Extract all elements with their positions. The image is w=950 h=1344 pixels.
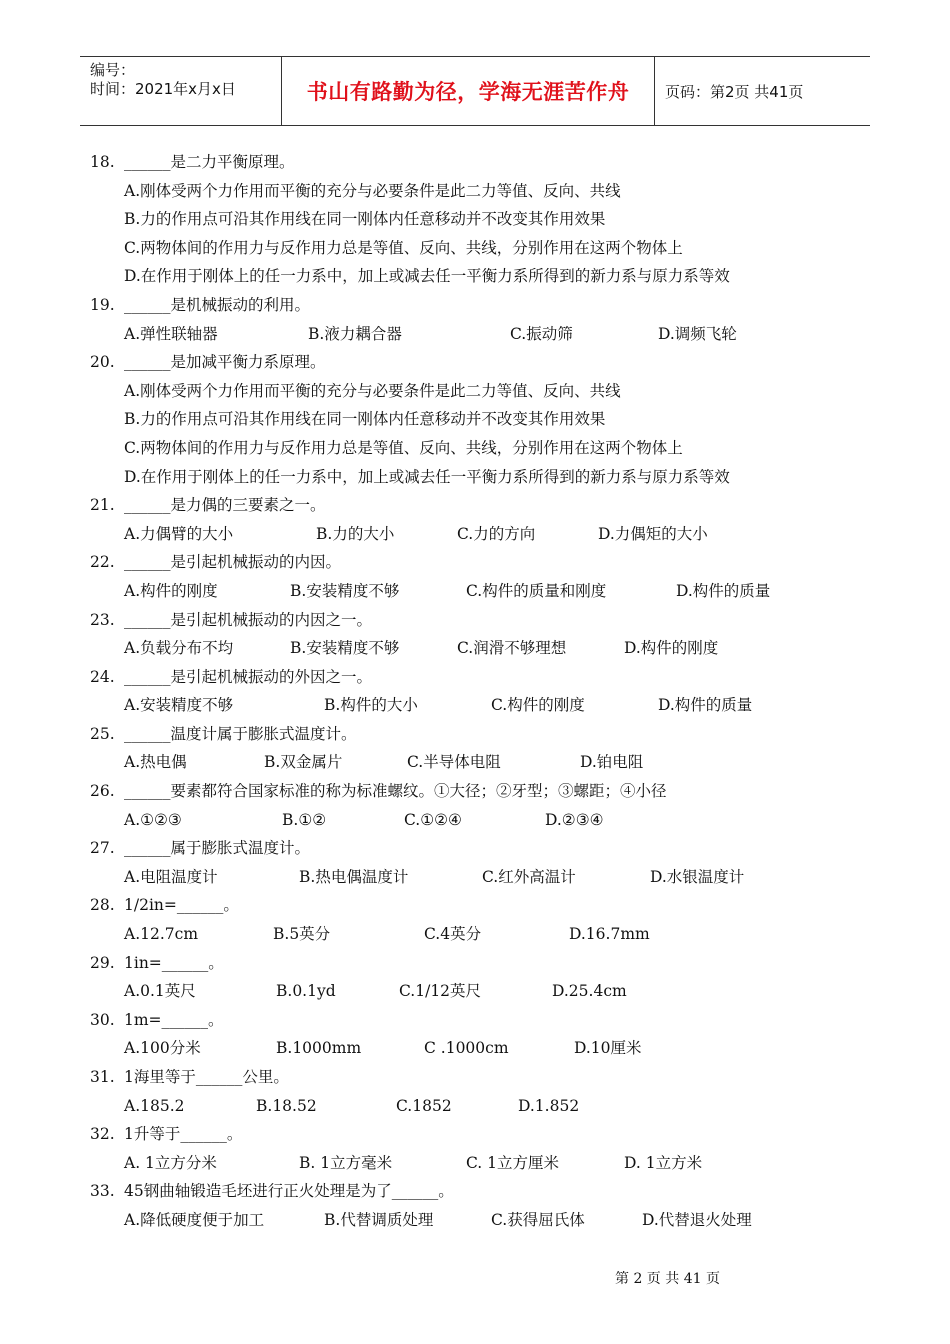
answer-options-row xyxy=(90,577,870,606)
question-stem xyxy=(90,663,870,692)
answer-option: D.在作用于刚体上的任一力系中，加上或减去任一平衡力系所得到的新力系与原力系等效 xyxy=(124,467,730,486)
answer-option: C.振动筛 xyxy=(510,324,573,343)
answer-option: C.1852 xyxy=(396,1096,452,1115)
answer-option: D.代替退火处理 xyxy=(642,1210,752,1229)
answer-option: A.①②③ xyxy=(124,810,182,829)
answer-option: D.构件的质量 xyxy=(676,581,771,600)
question-stem xyxy=(90,148,870,177)
question-stem xyxy=(90,1177,870,1206)
answer-options-row xyxy=(90,1034,870,1063)
answer-option: A.电阻温度计 xyxy=(124,867,218,886)
question-number: 22. xyxy=(90,553,115,572)
answer-option: B.代替调质处理 xyxy=(324,1210,434,1229)
answer-option: D.25.4cm xyxy=(552,982,627,1001)
question-number: 19. xyxy=(90,295,115,314)
question-text: ______温度计属于膨胀式温度计。 xyxy=(124,724,357,743)
question-text: 1升等于______。 xyxy=(124,1125,243,1144)
header-date: 时间：2021年x月x日 xyxy=(90,80,236,98)
answer-option: B.力的作用点可沿其作用线在同一刚体内任意移动并不改变其作用效果 xyxy=(124,410,606,429)
answer-option: B.双金属片 xyxy=(264,753,343,772)
answer-option: A.0.1英尺 xyxy=(124,982,196,1001)
page-header xyxy=(80,56,870,126)
answer-options-row xyxy=(90,1206,870,1235)
question-text: 1海里等于______公里。 xyxy=(124,1068,289,1086)
question-number: 29. xyxy=(90,953,115,972)
question-list xyxy=(90,148,870,1235)
question-stem xyxy=(90,777,870,806)
header-motto: 书山有路勤为径，学海无涯苦作舟 xyxy=(282,57,655,125)
answer-option: A.185.2 xyxy=(124,1096,185,1115)
answer-options-row xyxy=(90,691,870,720)
answer-option: C.力的方向 xyxy=(457,524,536,543)
answer-option: C.构件的刚度 xyxy=(491,696,585,715)
answer-option: C.获得屈氏体 xyxy=(491,1210,585,1229)
answer-option: A.构件的刚度 xyxy=(124,581,218,600)
answer-options-row xyxy=(90,920,870,949)
answer-option: B.①② xyxy=(282,810,327,829)
answer-option: A.热电偶 xyxy=(124,753,187,772)
answer-option: C.4英分 xyxy=(424,925,482,944)
answer-option: A.负载分布不均 xyxy=(124,639,234,658)
answer-option: B.安装精度不够 xyxy=(290,639,400,658)
question-stem xyxy=(90,606,870,635)
answer-option: D.10厘米 xyxy=(574,1039,642,1058)
answer-option: D.1.852 xyxy=(518,1096,580,1115)
answer-option: A.弹性联轴器 xyxy=(124,324,218,343)
answer-option: C.红外高温计 xyxy=(482,867,576,886)
answer-options-row xyxy=(90,863,870,892)
answer-option: D.水银温度计 xyxy=(650,867,745,886)
answer-option: B.5英分 xyxy=(273,925,331,944)
question-number: 24. xyxy=(90,667,115,686)
answer-option: B.0.1yd xyxy=(276,982,336,1001)
answer-option: D.在作用于刚体上的任一力系中，加上或减去任一平衡力系所得到的新力系与原力系等效 xyxy=(124,267,730,286)
question-text: ______属于膨胀式温度计。 xyxy=(124,839,311,858)
answer-options-row xyxy=(90,1149,870,1178)
answer-option: B.液力耦合器 xyxy=(308,324,402,343)
answer-options-row xyxy=(90,320,870,349)
question-text: ______是机械振动的利用。 xyxy=(124,295,311,314)
page-footer: 第 2 页 共 41 页 xyxy=(615,1271,720,1287)
answer-option: C.两物体间的作用力与反作用力总是等值、反向、共线，分别作用在这两个物体上 xyxy=(124,438,683,457)
answer-option: D.构件的质量 xyxy=(658,696,753,715)
answer-option: A. 1立方分米 xyxy=(124,1153,217,1172)
answer-option: A.安装精度不够 xyxy=(124,696,234,715)
answer-option: A.刚体受两个力作用而平衡的充分与必要条件是此二力等值、反向、共线 xyxy=(124,381,621,400)
answer-options-row xyxy=(90,1092,870,1121)
question-stem xyxy=(90,548,870,577)
answer-option: B.1000mm xyxy=(276,1039,362,1058)
header-meta xyxy=(80,57,282,125)
answer-options-row xyxy=(90,806,870,835)
answer-option: B.热电偶温度计 xyxy=(299,867,409,886)
answer-option: A.12.7cm xyxy=(124,925,199,944)
answer-option: C.1/12英尺 xyxy=(399,982,482,1001)
question-number: 28. xyxy=(90,896,115,915)
answer-option: D.力偶矩的大小 xyxy=(598,524,708,543)
answer-options-row xyxy=(90,520,870,549)
answer-option: B.力的作用点可沿其作用线在同一刚体内任意移动并不改变其作用效果 xyxy=(124,210,606,229)
question-text: 45钢曲轴锻造毛坯进行正火处理是为了______。 xyxy=(124,1182,454,1201)
answer-options-row xyxy=(90,977,870,1006)
question-stem xyxy=(90,291,870,320)
question-number: 27. xyxy=(90,839,115,858)
answer-option: B.安装精度不够 xyxy=(290,581,400,600)
question-text: ______是加减平衡力系原理。 xyxy=(124,353,326,372)
answer-option: D.构件的刚度 xyxy=(624,639,719,658)
question-number: 18. xyxy=(90,153,115,171)
answer-option: A.降低硬度便于加工 xyxy=(124,1210,265,1229)
answer-option: B.18.52 xyxy=(256,1096,317,1115)
answer-option: C.两物体间的作用力与反作用力总是等值、反向、共线，分别作用在这两个物体上 xyxy=(124,238,683,257)
question-text: ______是引起机械振动的内因之一。 xyxy=(124,610,373,629)
answer-option: D. 1立方米 xyxy=(624,1153,703,1172)
question-number: 31. xyxy=(90,1068,115,1086)
question-text: ______是力偶的三要素之一。 xyxy=(124,496,326,515)
answer-option: C.①②④ xyxy=(404,810,462,829)
answer-option: D.调频飞轮 xyxy=(658,324,737,343)
answer-option: D.铂电阻 xyxy=(580,753,644,772)
answer-option: C .1000cm xyxy=(424,1039,509,1058)
question-stem xyxy=(90,891,870,920)
answer-option: A.刚体受两个力作用而平衡的充分与必要条件是此二力等值、反向、共线 xyxy=(124,181,621,200)
question-number: 20. xyxy=(90,353,115,372)
question-number: 25. xyxy=(90,724,115,743)
question-text: ______要素都符合国家标准的称为标准螺纹。①大径；②牙型；③螺距；④小径 xyxy=(124,782,667,801)
question-text: 1/2in=______。 xyxy=(124,896,239,915)
answer-option: B.力的大小 xyxy=(316,524,395,543)
question-text: 1in=______。 xyxy=(124,953,224,972)
question-stem xyxy=(90,949,870,978)
answer-option: D.②③④ xyxy=(545,810,604,829)
answer-option: B. 1立方毫米 xyxy=(299,1153,393,1172)
question-number: 32. xyxy=(90,1125,115,1144)
answer-option: C.构件的质量和刚度 xyxy=(466,581,607,600)
answer-option: C. 1立方厘米 xyxy=(466,1153,560,1172)
answer-option: A.力偶臂的大小 xyxy=(124,524,234,543)
question-stem xyxy=(90,1063,870,1092)
question-text: 1m=______。 xyxy=(124,1010,224,1029)
question-number: 33. xyxy=(90,1182,115,1201)
question-stem xyxy=(90,720,870,749)
answer-options-row xyxy=(90,634,870,663)
question-text: ______是引起机械振动的内因。 xyxy=(124,553,342,572)
answer-option: C.半导体电阻 xyxy=(407,753,501,772)
question-stem xyxy=(90,1006,870,1035)
question-stem xyxy=(90,1120,870,1149)
answer-option: A.100分米 xyxy=(124,1039,201,1058)
answer-options-row xyxy=(90,748,870,777)
answer-option: C.润滑不够理想 xyxy=(457,639,567,658)
header-serial-label: 编号： xyxy=(90,61,136,79)
answer-option: B.构件的大小 xyxy=(324,696,418,715)
question-stem xyxy=(90,348,870,377)
answer-option: D.16.7mm xyxy=(569,925,650,944)
question-stem xyxy=(90,491,870,520)
question-number: 26. xyxy=(90,782,115,801)
question-number: 21. xyxy=(90,496,115,515)
question-text: ______是二力平衡原理。 xyxy=(124,153,295,171)
question-stem xyxy=(90,834,870,863)
question-number: 23. xyxy=(90,610,115,629)
question-text: ______是引起机械振动的外因之一。 xyxy=(124,667,373,686)
header-page-code: 页码：第2页 共41页 xyxy=(665,82,804,101)
question-number: 30. xyxy=(90,1010,115,1029)
